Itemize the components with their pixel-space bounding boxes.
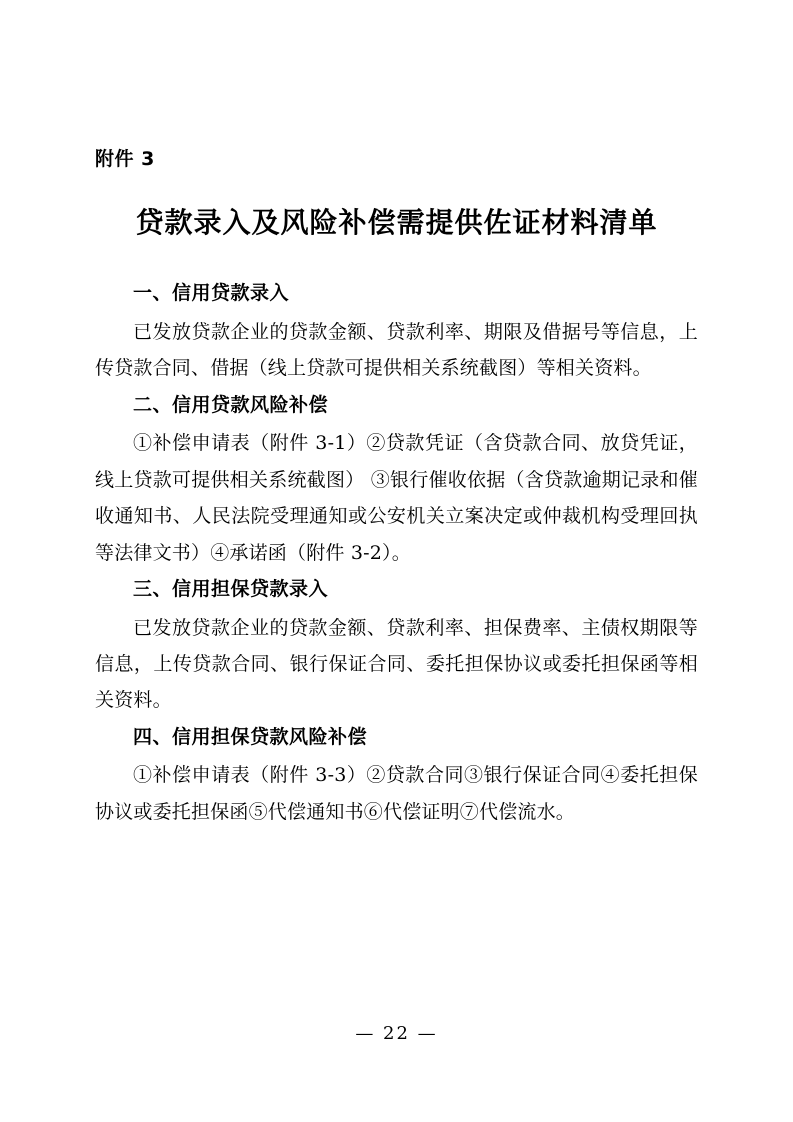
- section-paragraph: 已发放贷款企业的贷款金额、贷款利率、担保费率、主债权期限等信息，上传贷款合同、银行保证合同、委托担保协议或委托担保函等相关资料。: [95, 616, 698, 712]
- attachment-label: 附件 3: [95, 148, 155, 170]
- section-guaranteed-loan-risk-compensation: [95, 723, 698, 830]
- section-heading: 三、信用担保贷款录入: [133, 578, 329, 600]
- page-title: 贷款录入及风险补偿需提供佐证材料清单: [135, 205, 658, 239]
- section-paragraph: ①补偿申请表（附件 3-1）②贷款凭证（含贷款合同、放贷凭证，线上贷款可提供相关系统截图） ③银行催收依据（含贷款逾期记录和催收通知书、人民法院受理通知或公安机关立案决定或仲裁机构受理回执等法律文书）④承诺函（附件 3-2）。: [95, 432, 698, 564]
- page-number: — 22 —: [355, 1023, 438, 1044]
- section-credit-loan-entry: [95, 279, 698, 386]
- section-paragraph: 已发放贷款企业的贷款金额、贷款利率、期限及借据号等信息，上传贷款合同、借据（线上贷款可提供相关系统截图）等相关资料。: [95, 320, 698, 380]
- section-heading: 二、信用贷款风险补偿: [133, 393, 329, 416]
- section-paragraph: ①补偿申请表（附件 3-3）②贷款合同③银行保证合同④委托担保协议或委托担保函⑤代偿通知书⑥代偿证明⑦代偿流水。: [95, 764, 698, 823]
- section-heading: 一、信用贷款录入: [133, 282, 290, 305]
- section-guaranteed-loan-entry: [95, 575, 698, 719]
- section-heading: 四、信用担保贷款风险补偿: [133, 725, 368, 748]
- section-credit-loan-risk-compensation: [95, 391, 698, 571]
